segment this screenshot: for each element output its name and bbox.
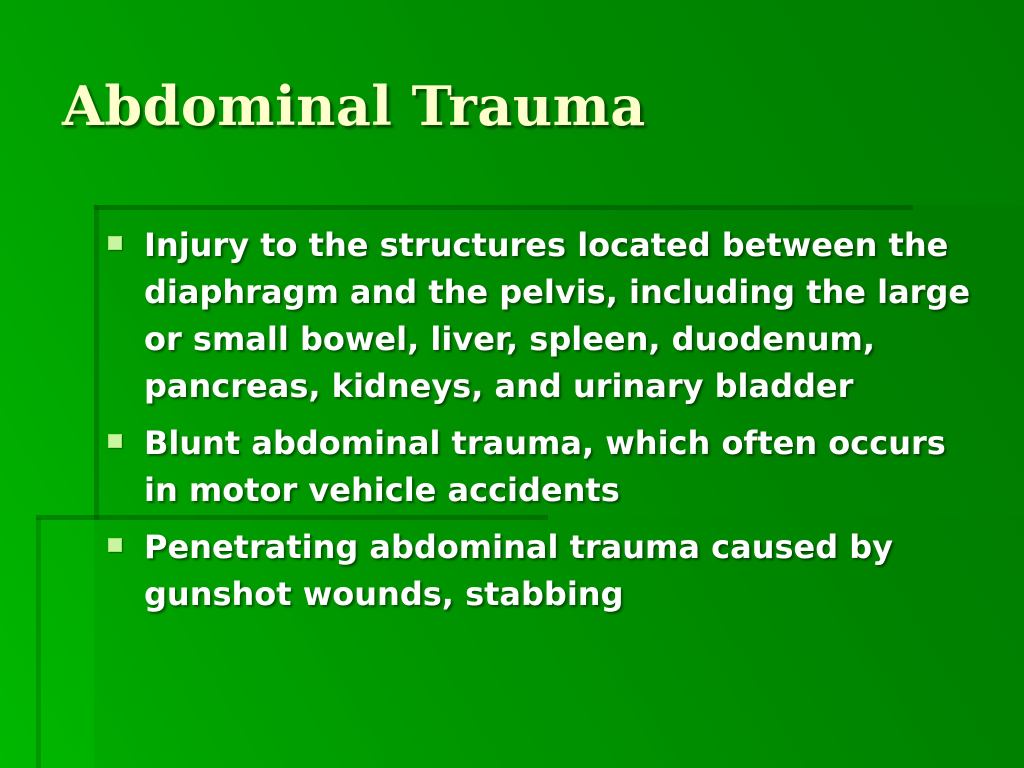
square-bullet-icon [108,434,122,448]
slide-title: Abdominal Trauma [62,74,646,138]
decorative-line-left-lower [36,518,41,768]
square-bullet-icon [108,538,122,552]
decorative-line-left-upper [94,205,99,520]
bullet-list [104,222,984,628]
square-bullet-icon [108,236,122,250]
bullet-text: Injury to the structures located between the diaphragm and the pelvis, including the large or small bowel, liver, spleen, duodenum, pancreas, kidneys, and urinary bladder [144,226,971,405]
decorative-line-top [94,205,913,210]
bullet-item [104,222,984,410]
bullet-text: Blunt abdominal trauma, which often occurs in motor vehicle accidents [144,424,946,509]
bullet-item [104,524,984,618]
bullet-text: Penetrating abdominal trauma caused by gunshot wounds, stabbing [144,528,894,613]
bullet-item [104,420,984,514]
